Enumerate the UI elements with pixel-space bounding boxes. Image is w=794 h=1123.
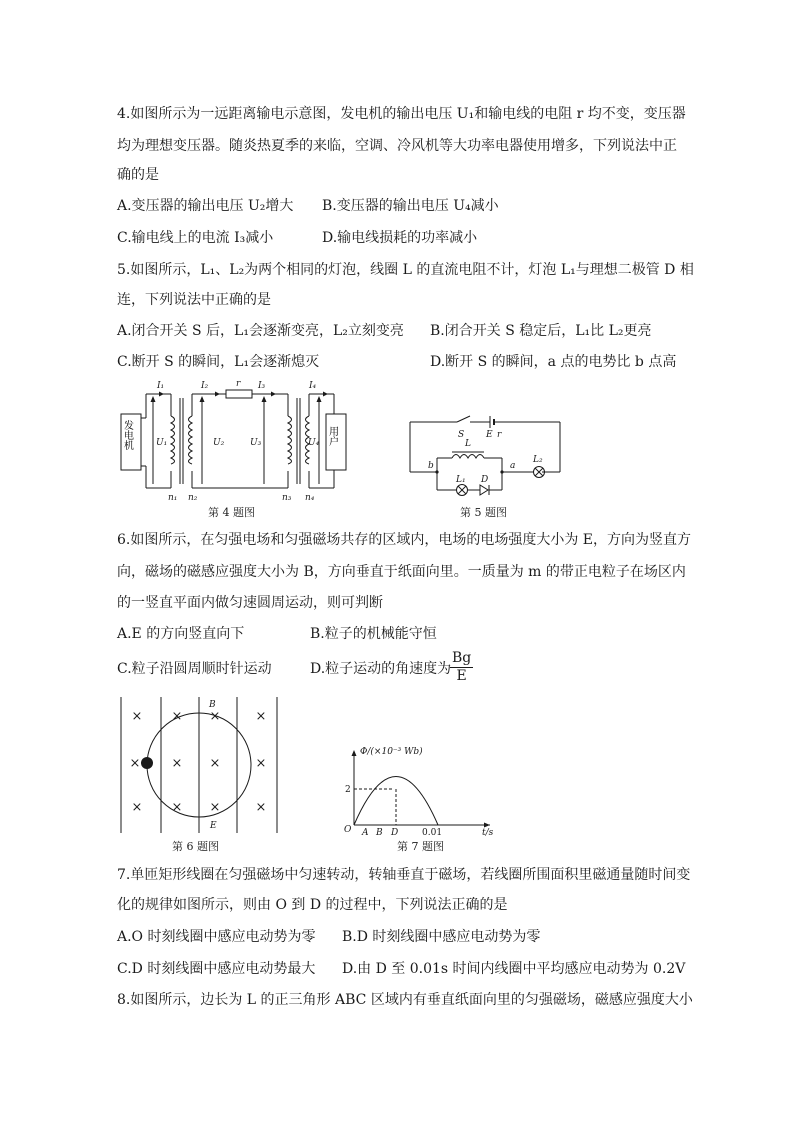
- cross-mark: ×: [255, 800, 267, 815]
- q7-line-2: 化的规律如图所示，则由 O 到 D 的过程中，下列说法正确的是: [117, 897, 508, 913]
- fig4-n4: n₄: [305, 493, 315, 503]
- fig7-y-tick-2: 2: [345, 785, 351, 795]
- fig4-r: r: [236, 379, 241, 389]
- q4-option-c: C.输电线上的电流 I₃减小: [117, 230, 274, 246]
- fig7-y-axis-label: Φ/(×10⁻³ Wb): [360, 747, 423, 757]
- q4-option-a: A.变压器的输出电压 U₂增大: [117, 198, 294, 214]
- figure-7-flux-graph: [340, 740, 510, 838]
- fig4-n2: n₂: [188, 493, 198, 503]
- fig4-n1: n₁: [168, 493, 178, 503]
- q5-line-2: 连，下列说法中正确的是: [117, 292, 271, 308]
- q6-option-a: A.E 的方向竖直向下: [117, 626, 245, 642]
- q5-option-c: C.断开 S 的瞬间，L₁会逐渐熄灭: [117, 354, 320, 370]
- fig6-B-label: B: [209, 700, 216, 710]
- q7-option-d: D.由 D 至 0.01s 时间内线圈中平均感应电动势为 0.2V: [342, 961, 686, 977]
- fig4-I2: I₂: [201, 381, 209, 391]
- q6-option-d: D.粒子运动的角速度为: [310, 661, 452, 677]
- fig7-tick-B: B: [376, 828, 383, 838]
- figure-4-transmission-diagram: [116, 376, 356, 506]
- fig4-n3: n₃: [282, 493, 292, 503]
- q5-line-1: 5.如图所示，L₁、L₂为两个相同的灯泡，线圈 L 的直流电阻不计，灯泡 L₁与理想二极管 D 相: [117, 262, 694, 278]
- fraction-numerator: Bg: [452, 650, 472, 666]
- fig6-E-label: E: [210, 821, 217, 831]
- fig4-user-label: 用户: [326, 426, 338, 446]
- cross-mark: ×: [171, 800, 183, 815]
- cross-mark: ×: [209, 709, 221, 724]
- q5-option-d: D.断开 S 的瞬间，a 点的电势比 b 点高: [430, 354, 677, 370]
- fig5-L1: L₁: [456, 475, 466, 485]
- q6-line-3: 的一竖直平面内做匀速圆周运动，则可判断: [117, 595, 383, 611]
- cross-mark: ×: [209, 800, 221, 815]
- q4-line-2: 均为理想变压器。随炎热夏季的来临，空调、冷风机等大功率电器使用增多，下列说法中正: [117, 138, 677, 154]
- fig4-I3: I₃: [258, 381, 266, 391]
- q6-option-d-fraction: [450, 650, 473, 685]
- q7-option-a: A.O 时刻线圈中感应电动势为零: [117, 929, 316, 945]
- fig5-D: D: [481, 475, 489, 485]
- fig5-L: L: [465, 439, 471, 449]
- q7-line-1: 7.单匝矩形线圈在匀强磁场中匀速转动，转轴垂直于磁场，若线圈所围面积里磁通量随时间变: [117, 867, 691, 883]
- q6-line-1: 6.如图所示，在匀强电场和匀强磁场共存的区域内，电场的电场强度大小为 E，方向为竖直方: [117, 532, 692, 548]
- figure-5-circuit-diagram: [402, 410, 572, 505]
- q7-option-b: B.D 时刻线圈中感应电动势为零: [342, 929, 541, 945]
- cross-mark: ×: [255, 756, 267, 771]
- fig4-U4: U₄: [308, 438, 320, 448]
- fig7-x-axis-label: t/s: [482, 828, 494, 838]
- q5-option-a: A.闭合开关 S 后，L₁会逐渐变亮，L₂立刻变亮: [117, 323, 404, 339]
- q6-option-b: B.粒子的机械能守恒: [310, 626, 437, 642]
- q4-option-d: D.输电线损耗的功率减小: [322, 230, 478, 246]
- fig4-U2: U₂: [213, 438, 225, 448]
- fig5-a: a: [510, 461, 516, 471]
- fig4-I4: I₄: [309, 381, 317, 391]
- figure-4-caption: 第 4 题图: [208, 506, 255, 519]
- fig4-I1: I₁: [157, 381, 165, 391]
- fig4-U3: U₃: [250, 438, 262, 448]
- q5-option-b: B.闭合开关 S 稳定后，L₁比 L₂更亮: [430, 323, 652, 339]
- fig5-r: r: [497, 430, 502, 440]
- fig5-b: b: [428, 461, 434, 471]
- figure-7-caption: 第 7 题图: [397, 840, 444, 853]
- fig7-tick-001: 0.01: [422, 828, 443, 838]
- cross-mark: ×: [171, 756, 183, 771]
- figure-5-caption: 第 5 题图: [460, 506, 507, 519]
- fig5-E: E: [486, 430, 493, 440]
- cross-mark: ×: [131, 800, 143, 815]
- q4-option-b: B.变压器的输出电压 U₄减小: [322, 198, 499, 214]
- fig7-origin: O: [344, 825, 352, 835]
- fig4-generator-label: 发电机: [121, 420, 133, 450]
- q6-option-c: C.粒子沿圆周顺时针运动: [117, 661, 272, 677]
- cross-mark: ×: [131, 709, 143, 724]
- cross-mark: ×: [255, 709, 267, 724]
- fig5-L2: L₂: [533, 455, 543, 465]
- fig7-tick-A: A: [362, 828, 369, 838]
- cross-mark: ×: [171, 709, 183, 724]
- q4-line-3: 确的是: [117, 167, 159, 183]
- q8-line-1: 8.如图所示，边长为 L 的正三角形 ABC 区域内有垂直纸面向里的匀强磁场，磁感应强度大小: [117, 992, 693, 1008]
- fig5-S: S: [458, 430, 465, 440]
- q7-option-c: C.D 时刻线圈中感应电动势最大: [117, 961, 316, 977]
- fraction-denominator: E: [456, 668, 467, 684]
- q6-line-2: 向，磁场的磁感应强度大小为 B，方向垂直于纸面向里。一质量为 m 的带正电粒子在场区内: [117, 564, 686, 580]
- cross-mark: ×: [129, 756, 141, 771]
- q4-line-1: 4.如图所示为一远距离输电示意图，发电机的输出电压 U₁和输电线的电阻 r 均不变，变压器: [117, 106, 686, 122]
- fig4-U1: U₁: [156, 438, 168, 448]
- figure-6-caption: 第 6 题图: [172, 840, 219, 853]
- figure-6-field-diagram: [115, 695, 285, 837]
- cross-mark: ×: [209, 756, 221, 771]
- fig7-tick-D: D: [391, 828, 399, 838]
